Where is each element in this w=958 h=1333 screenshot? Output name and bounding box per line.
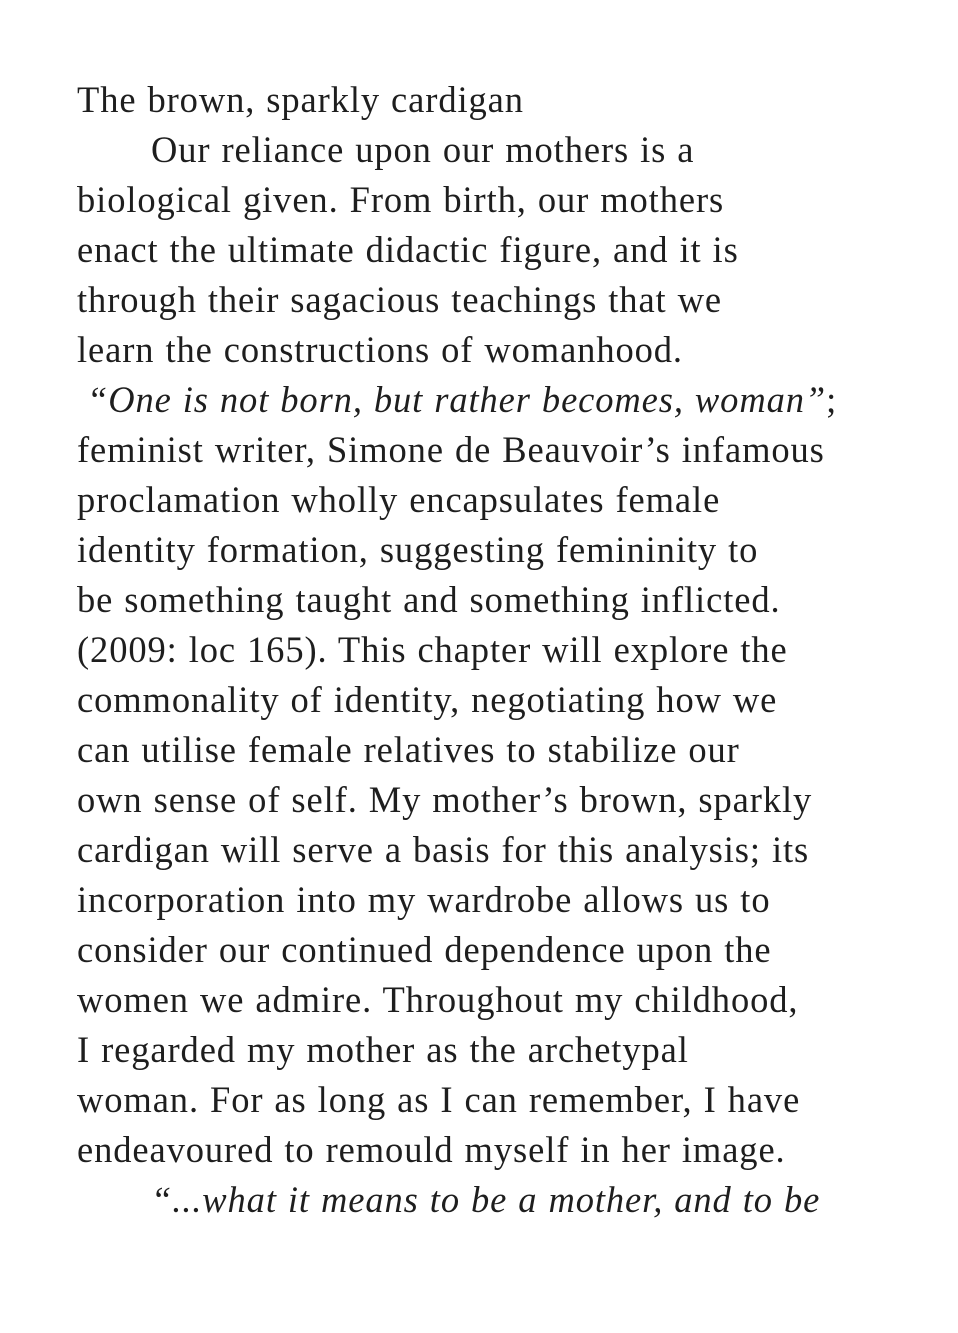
paragraph-line: I regarded my mother as the archetypal [77, 1029, 689, 1070]
paragraph-line: enact the ultimate didactic figure, and it is [77, 229, 739, 270]
paragraph-line: own sense of self. My mother’s brown, sparkly [77, 779, 813, 820]
paragraph-line: women we admire. Throughout my childhood, [77, 979, 799, 1020]
paragraph-line: feminist writer, Simone de Beauvoir’s infamous [77, 429, 825, 470]
paragraph-line: biological given. From birth, our mothers [77, 179, 725, 220]
paragraph-line: identity formation, suggesting femininity to [77, 529, 759, 570]
paragraph-line: commonality of identity, negotiating how we [77, 679, 778, 720]
paragraph-line: learn the constructions of womanhood. [77, 329, 683, 370]
paragraph-line: incorporation into my wardrobe allows us to [77, 879, 771, 920]
paragraph-line: endeavoured to remould myself in her image. [77, 1129, 786, 1170]
final-quote-line [77, 1175, 907, 1225]
paragraph-line: Our reliance upon our mothers is a [151, 129, 695, 170]
paragraph-line: can utilise female relatives to stabilize our [77, 729, 740, 770]
final-quote: “...what it means to be a mother, and to be [151, 1179, 821, 1220]
beauvoir-quote-punctuation: ; [826, 379, 838, 420]
paragraph-line: consider our continued dependence upon the [77, 929, 772, 970]
beauvoir-quote: “One is not born, but rather becomes, woman” [87, 379, 827, 420]
paragraph-line: (2009: loc 165). This chapter will explore the [77, 629, 788, 670]
document-page [77, 75, 907, 1225]
paragraph-line: cardigan will serve a basis for this analysis; its [77, 829, 810, 870]
paragraph-line: be something taught and something inflicted. [77, 579, 781, 620]
paragraph-line: woman. For as long as I can remember, I have [77, 1079, 801, 1120]
paragraph-line: proclamation wholly encapsulates female [77, 479, 721, 520]
paragraph-line: through their sagacious teachings that we [77, 279, 722, 320]
beauvoir-quote-line [77, 375, 907, 425]
document-title: The brown, sparkly cardigan [77, 79, 524, 120]
